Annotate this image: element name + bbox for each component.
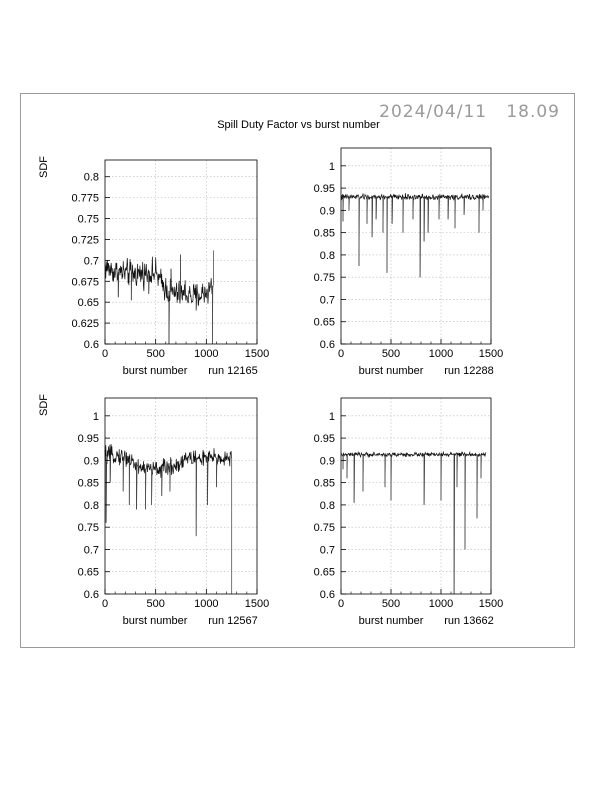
x-tick-label: 500 [146, 348, 165, 360]
y-tick-label: 0.75 [77, 522, 99, 535]
y-tick-label: 0.65 [77, 566, 99, 579]
x-axis-label: burst number [358, 365, 424, 377]
x-tick-label: 1500 [244, 598, 270, 610]
y-tick-label: 0.6 [319, 589, 335, 601]
x-tick-label: 1500 [244, 348, 270, 360]
y-tick-label: 0.6 [319, 339, 335, 351]
y-tick-label: 0.725 [71, 234, 99, 247]
y-tick-label: 0.9 [83, 455, 99, 468]
y-tick-label: 0.8 [83, 171, 99, 184]
y-tick-label: 0.65 [77, 297, 99, 310]
x-tick-label: 500 [381, 348, 401, 360]
x-axis-label: burst number [122, 615, 188, 627]
main-title: Spill Duty Factor vs burst number [217, 119, 380, 131]
y-tick-label: 0.7 [319, 544, 335, 557]
y-tick-label: 0.95 [77, 433, 99, 446]
y-tick-label: 0.9 [319, 455, 335, 468]
y-tick-label: 0.7 [319, 294, 335, 307]
x-tick-label: 1000 [194, 598, 219, 610]
x-axis-label: burst number [122, 365, 188, 377]
y-tick-label: 0.85 [313, 477, 335, 490]
series-line [105, 255, 213, 345]
run-label: run 12288 [444, 365, 494, 377]
plot-area [341, 148, 491, 344]
plot-area [341, 398, 491, 594]
plot-frame [20, 93, 575, 648]
plots-canvas [21, 94, 576, 649]
y-tick-label: 0.65 [313, 316, 335, 329]
y-tick-label: 0.85 [77, 477, 99, 490]
x-tick-label: 500 [381, 598, 401, 610]
x-tick-label: 1000 [428, 598, 454, 610]
y-tick-label: 1 [328, 160, 335, 173]
x-tick-label: 1000 [428, 348, 454, 360]
y-tick-label: 0.775 [71, 192, 99, 205]
chart-panel-1 [38, 156, 269, 377]
y-tick-label: 0.7 [83, 544, 99, 557]
y-tick-label: 0.95 [313, 183, 335, 196]
y-tick-label: 0.6 [83, 589, 99, 601]
plot-area [105, 398, 257, 594]
chart-panel-3 [38, 394, 269, 627]
y-tick-label: 0.6 [83, 339, 99, 351]
y-tick-label: 0.9 [319, 205, 335, 218]
x-tick-label: 1500 [478, 348, 504, 360]
chart-panel-2 [314, 148, 504, 377]
y-tick-label: 0.625 [71, 318, 99, 331]
x-tick-label: 0 [101, 348, 109, 360]
x-tick-label: 500 [146, 598, 165, 610]
y-tick-label: 0.65 [313, 566, 335, 579]
y-tick-label: 0.75 [313, 522, 335, 535]
run-label: run 13662 [444, 615, 494, 627]
y-tick-label: 0.675 [71, 276, 99, 289]
series-line [341, 193, 489, 277]
y-tick-label: 0.85 [313, 227, 335, 240]
y-tick-label: 0.8 [319, 499, 335, 512]
x-tick-label: 1500 [478, 598, 504, 610]
x-tick-label: 0 [337, 348, 345, 360]
y-tick-label: 0.75 [77, 213, 99, 226]
y-tick-label: 0.8 [319, 249, 335, 262]
timestamp: 2024/04/11 18.09 [379, 102, 560, 122]
x-tick-label: 0 [337, 598, 345, 610]
run-label: run 12567 [208, 615, 258, 627]
run-label: run 12165 [208, 365, 258, 377]
y-tick-label: 0.95 [313, 433, 335, 446]
y-axis-label: SDF [38, 156, 50, 178]
x-tick-label: 1000 [194, 348, 219, 360]
chart-panel-4 [314, 398, 504, 627]
y-tick-label: 0.75 [313, 272, 335, 285]
series-line [105, 444, 232, 536]
y-tick-label: 0.7 [83, 255, 99, 268]
y-axis-label: SDF [38, 394, 50, 416]
x-axis-label: burst number [358, 615, 424, 627]
plot-area [105, 160, 257, 344]
y-tick-label: 0.8 [83, 499, 99, 512]
x-tick-label: 0 [101, 598, 109, 610]
y-tick-label: 1 [328, 410, 335, 423]
y-tick-label: 1 [92, 410, 99, 423]
